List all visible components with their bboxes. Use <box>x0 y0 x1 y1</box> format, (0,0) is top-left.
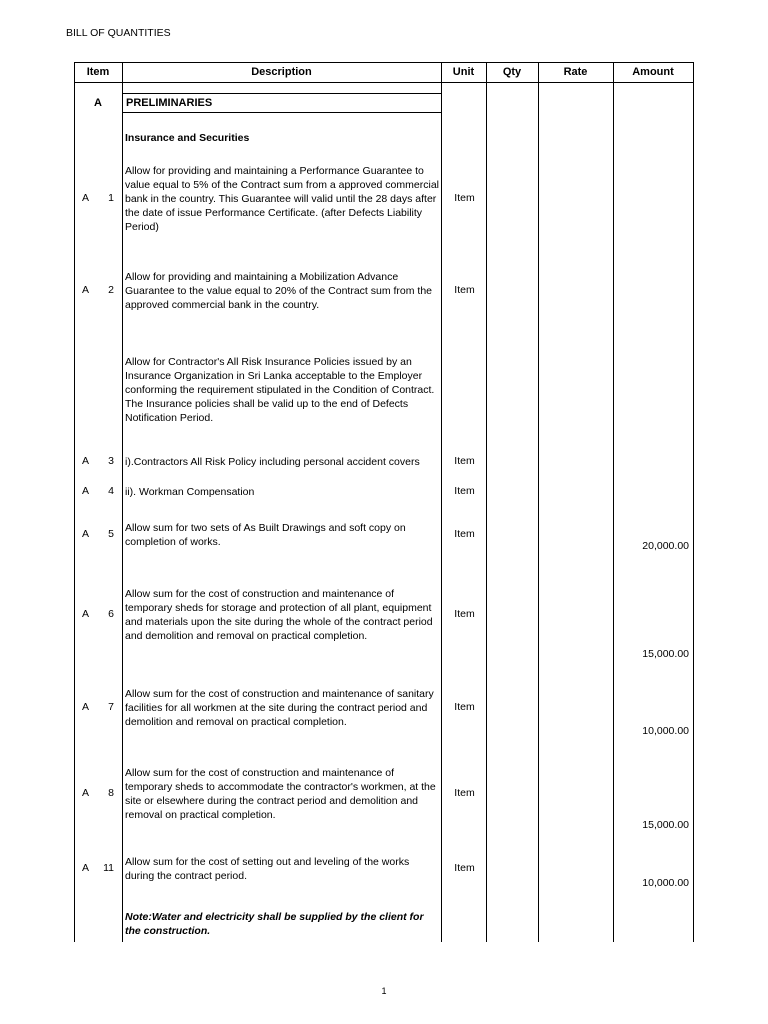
item-unit: Item <box>454 284 475 296</box>
column-divider <box>538 62 539 942</box>
item-code: A <box>82 862 90 874</box>
column-divider <box>613 62 614 942</box>
column-divider <box>122 62 123 942</box>
section-code: A <box>94 97 102 109</box>
section-title-border-bottom <box>123 112 441 113</box>
item-number: 2 <box>108 284 114 296</box>
item-number: 7 <box>108 701 114 713</box>
item-code: A <box>82 787 90 799</box>
item-amount: 20,000.00 <box>642 540 689 552</box>
item-unit: Item <box>454 862 475 874</box>
item-amount: 10,000.00 <box>642 725 689 737</box>
page-number: 1 <box>381 986 387 996</box>
header-unit: Unit <box>452 66 475 78</box>
item-unit: Item <box>454 608 475 620</box>
section-title: PRELIMINARIES <box>126 97 213 109</box>
item-amount: 15,000.00 <box>642 648 689 660</box>
item-description: Allow for providing and maintaining a Performance Guarantee to value equal to 5% of the Contract sum from a approved commercial bank in the country. This Guarantee will valid until the 28 days after the date of issue Performance Certificate. (after Defects Liability Period) <box>125 165 439 233</box>
section-subheading: Insurance and Securities <box>125 132 250 144</box>
header-item: Item <box>86 66 110 78</box>
header-qty: Qty <box>502 66 522 78</box>
item-description: Allow sum for the cost of construction and maintenance of sanitary facilities for all workmen at the site during the contract period and demolition and removal on practical completion. <box>125 688 434 728</box>
item-unit: Item <box>454 455 475 467</box>
column-divider <box>74 62 75 942</box>
item-number: 6 <box>108 608 114 620</box>
header-description: Description <box>251 66 312 78</box>
item-unit: Item <box>454 485 475 497</box>
item-number: 8 <box>108 787 114 799</box>
section-title-border-top <box>123 93 441 94</box>
item-amount: 10,000.00 <box>642 877 689 889</box>
item-unit: Item <box>454 528 475 540</box>
item-number: 5 <box>108 528 114 540</box>
column-divider <box>486 62 487 942</box>
header-amount: Amount <box>632 66 674 78</box>
item-description: Allow sum for the cost of construction and maintenance of temporary sheds to accommodate the contractor's workmen, at the site or elsewhere during the contract period and demolition and removal on practical completion. <box>125 767 436 821</box>
item-code: A <box>82 455 90 467</box>
item-description: Allow sum for two sets of As Built Drawings and soft copy on completion of works. <box>125 522 406 548</box>
item-code: A <box>82 608 90 620</box>
document-title: BILL OF QUANTITIES <box>66 27 171 39</box>
item-number: 1 <box>108 192 114 204</box>
item-code: A <box>82 528 90 540</box>
item-number: 11 <box>103 862 114 874</box>
item-amount: 15,000.00 <box>642 819 689 831</box>
header-bottom-border <box>74 82 694 83</box>
item-unit: Item <box>454 787 475 799</box>
item-description: Allow sum for the cost of construction and maintenance of temporary sheds for storage and protection of all plant, equipment and materials upon the site during the whole of the contract period and demolition and removal on practical completion. <box>125 588 433 642</box>
item-description: Allow sum for the cost of setting out and leveling of the works during the contract period. <box>125 856 410 882</box>
construction-note: Note:Water and electricity shall be supplied by the client for the construction. <box>125 911 424 937</box>
item-code: A <box>82 284 90 296</box>
item-code: A <box>82 485 90 497</box>
item-number: 3 <box>108 455 114 467</box>
item-code: A <box>82 701 90 713</box>
column-divider <box>441 62 442 942</box>
item-number: 4 <box>108 485 114 497</box>
item-unit: Item <box>454 701 475 713</box>
table-top-border <box>74 62 694 63</box>
item-description: Allow for providing and maintaining a Mobilization Advance Guarantee to the value equal to 20% of the Contract sum from the approved commercial bank in the country. <box>125 271 433 311</box>
header-rate: Rate <box>563 66 588 78</box>
item-unit: Item <box>454 192 475 204</box>
item-description: ii). Workman Compensation <box>125 486 255 498</box>
item-code: A <box>82 192 90 204</box>
item-description: i).Contractors All Risk Policy including personal accident covers <box>125 456 420 468</box>
column-divider <box>693 62 694 942</box>
insurance-intro: Allow for Contractor's All Risk Insurance Policies issued by an Insurance Organization in Sri Lanka acceptable to the Employer conforming the requirement stipulated in the Condition of Contract. The Insurance policies shall be valid up to the end of Defects Notification Period. <box>125 356 435 424</box>
